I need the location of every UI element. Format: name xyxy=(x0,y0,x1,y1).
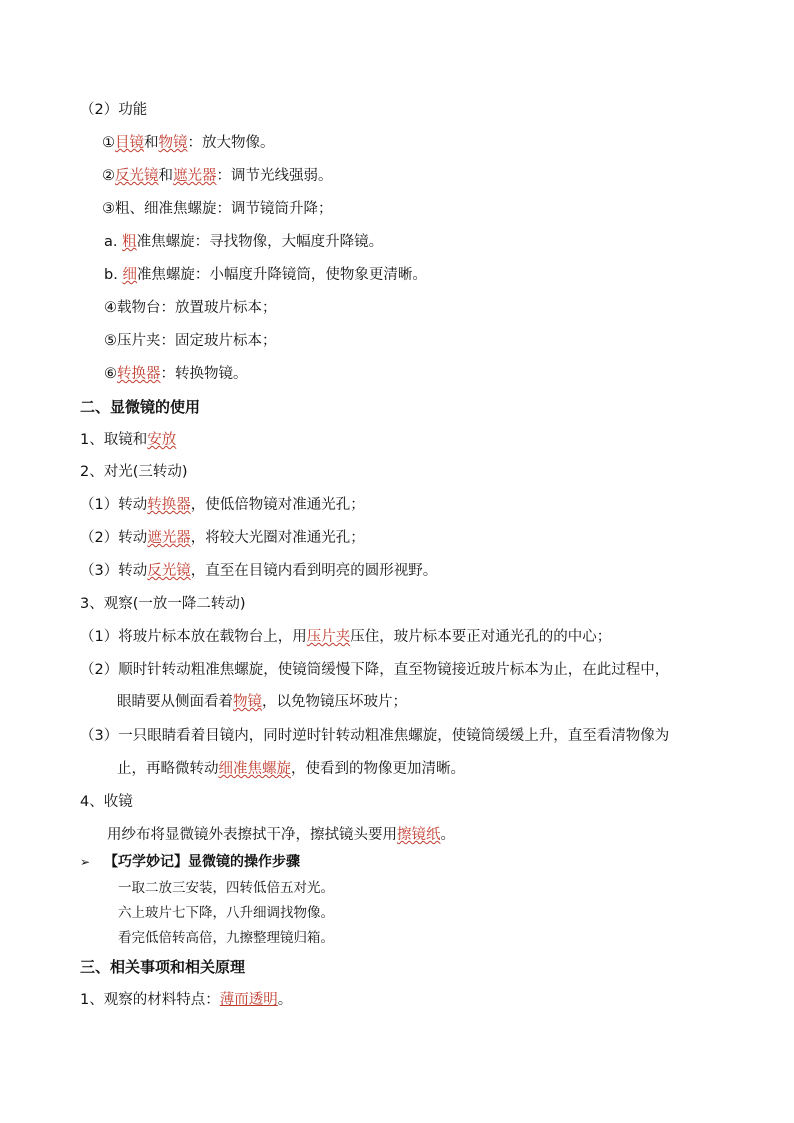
use-step-4-text: 用纱布将显微镜外表擦拭干净，擦拭镜头要用擦镜纸。 xyxy=(107,827,455,843)
keyword-reflector: 反光镜 xyxy=(115,168,159,184)
keyword-coarse: 粗 xyxy=(122,234,137,250)
use-step-3-item-1: （1）将玻片标本放在载物台上，用压片夹压住，玻片标本要正对通光孔的的中心； xyxy=(80,629,612,645)
tip-title: 【巧学妙记】显微镜的操作步骤 xyxy=(104,854,300,870)
function-item-3: ③粗、细准焦螺旋：调节镜筒升降； xyxy=(102,201,333,217)
function-item-4: ④载物台：放置玻片标本； xyxy=(104,300,277,316)
function-heading: （2）功能 xyxy=(80,102,148,118)
principles-item-1: 1、观察的材料特点：薄而透明。 xyxy=(80,992,293,1008)
keyword-reflector-2: 反光镜 xyxy=(147,563,191,579)
use-step-2-item-2: （2）转动遮光器，将较大光圈对准通光孔； xyxy=(80,530,365,546)
keyword-diaphragm: 遮光器 xyxy=(173,168,217,184)
section-title-principles: 三、相关事项和相关原理 xyxy=(80,958,246,976)
function-item-6: ⑥转换器：转换物镜。 xyxy=(104,366,248,382)
use-step-3-item-2-line-2: 眼睛要从侧面看着物镜，以免物镜压坏玻片； xyxy=(117,694,407,710)
keyword-place: 安放 xyxy=(147,432,177,448)
function-item-2: ②反光镜和遮光器：调节光线强弱。 xyxy=(102,168,333,184)
use-step-2-item-3: （3）转动反光镜，直至在目镜内看到明亮的圆形视野。 xyxy=(80,563,438,579)
keyword-nosepiece-2: 转换器 xyxy=(147,497,191,513)
function-item-1: ①目镜和物镜：放大物像。 xyxy=(102,135,275,151)
keyword-fine: 细 xyxy=(122,267,137,283)
function-item-5: ⑤压片夹：固定玻片标本； xyxy=(104,333,277,349)
keyword-clip: 压片夹 xyxy=(306,629,351,645)
tip-line-3: 看完低倍转高倍，九擦整理镜归箱。 xyxy=(118,930,334,946)
function-item-b: b. 细准焦螺旋：小幅度升降镜筒，使物象更清晰。 xyxy=(104,267,427,283)
use-step-2-item-1: （1）转动转换器，使低倍物镜对准通光孔； xyxy=(80,497,365,513)
arrow-bullet-icon: ➢ xyxy=(80,855,91,869)
use-step-2-title: 2、对光(三转动) xyxy=(80,464,188,480)
use-step-3-item-3-line-1: （3）一只眼睛看着目镜内，同时逆时针转动粗准焦螺旋，使镜筒缓缓上升，直至看清物像为 xyxy=(80,728,670,744)
keyword-diaphragm-2: 遮光器 xyxy=(147,530,191,546)
keyword-objective: 物镜 xyxy=(158,135,188,151)
keyword-eyepiece: 目镜 xyxy=(115,135,144,151)
section-title-use: 二、显微镜的使用 xyxy=(80,398,201,416)
tip-line-1: 一取二放三安装，四转低倍五对光。 xyxy=(118,880,334,896)
use-step-1: 1、取镜和安放 xyxy=(80,432,177,448)
use-step-3-item-3-line-2: 止，再略微转动细准焦螺旋，使看到的物像更加清晰。 xyxy=(117,761,465,777)
tip-line-2: 六上玻片七下降，八升细调找物像。 xyxy=(118,905,334,921)
keyword-objective-2: 物镜 xyxy=(233,694,262,710)
use-step-3-item-2-line-1: （2）顺时针转动粗准焦螺旋，使镜筒缓慢下降，直至物镜接近玻片标本为止，在此过程中， xyxy=(80,662,670,678)
keyword-thin-transparent: 薄而透明 xyxy=(219,992,278,1008)
function-item-a: a. 粗准焦螺旋：寻找物像，大幅度升降镜。 xyxy=(104,234,384,250)
use-step-4-title: 4、收镜 xyxy=(80,794,133,810)
keyword-lens-paper: 擦镜纸 xyxy=(397,827,441,843)
use-step-3-title: 3、观察(一放一降二转动) xyxy=(80,596,246,612)
keyword-nosepiece: 转换器 xyxy=(117,366,161,382)
keyword-fine-focus: 细准焦螺旋 xyxy=(218,761,291,777)
